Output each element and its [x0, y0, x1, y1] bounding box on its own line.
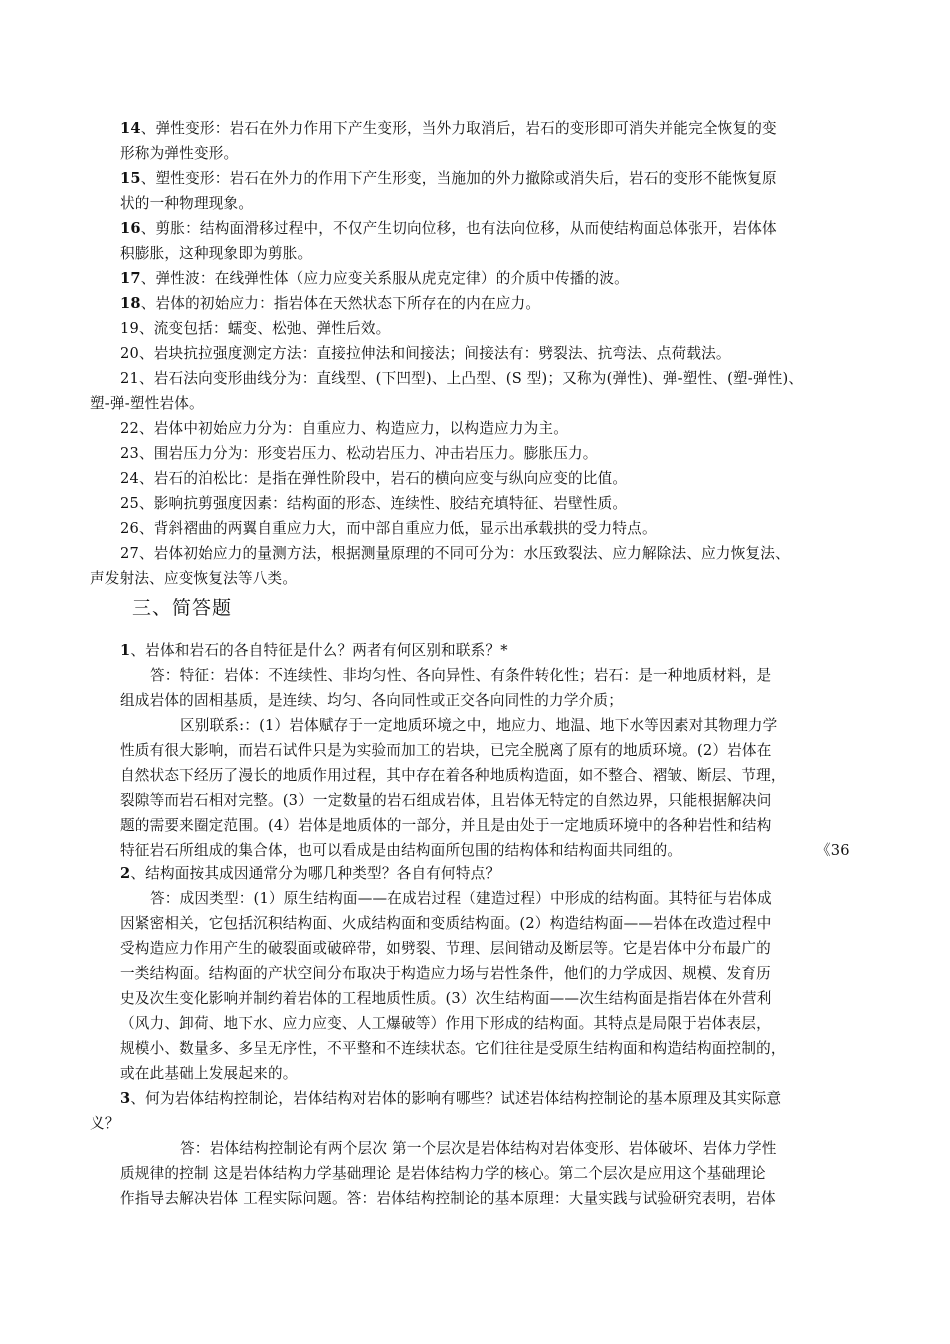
q2-answer-line: 答：成因类型：(1）原生结构面——在成岩过程（建造过程）中形成的结构面。其特征与岩体成 [150, 890, 772, 907]
q1-answer-line: 答：特征：岩体：不连续性、非均匀性、各向异性、有条件转化性；岩石：是一种地质材料，是 [150, 667, 772, 684]
definition-number: 15 [120, 170, 141, 187]
q2-answer-line: 一类结构面。结构面的产状空间分布取决于构造应力场与岩性条件，他们的力学成因、规模、发育历 [120, 965, 771, 982]
item-25: 25、影响抗剪强度因素：结构面的形态、连续性、胶结充填特征、岩壁性质。 [120, 495, 628, 512]
definition-14-cont: 形称为弹性变形。 [120, 145, 239, 162]
question-text: 、结构面按其成因通常分为哪几种类型？各自有何特点？ [130, 865, 501, 882]
q2-answer-line: 受构造应力作用产生的破裂面或破碎带，如劈裂、节理、层间错动及断层等。它是岩体中分布最广的 [120, 940, 771, 957]
definition-text: 、弹性变形：岩石在外力作用下产生变形，当外力取消后，岩石的变形即可消失并能完全恢复的变 [140, 120, 777, 137]
q1-diff-line: 自然状态下经历了漫长的地质作用过程，其中存在着各种地质构造面，如不整合、褶皱、断层、节理， [120, 767, 786, 784]
section-heading: 三、简答题 [132, 597, 233, 619]
question-3-cont: 义？ [90, 1115, 120, 1132]
definition-number: 16 [120, 220, 141, 237]
q2-answer-line: 史及次生变化影响并制约着岩体的工程地质性质。(3）次生结构面——次生结构面是指岩体在外营利 [120, 990, 772, 1007]
definition-16 [120, 219, 777, 239]
definition-15-cont: 状的一种物理现象。 [120, 195, 254, 212]
q1-diff-line: 裂隙等而岩石相对完整。(3）一定数量的岩石组成岩体，且岩体无特定的自然边界，只能根据解决问 [120, 792, 772, 809]
definition-text: 、塑性变形：岩石在外力的作用下产生形变，当施加的外力撤除或消失后，岩石的变形不能恢复原 [140, 170, 777, 187]
definition-text: 、弹性波：在线弹性体（应力应变关系服从虎克定律）的介质中传播的波。 [140, 270, 629, 287]
question-text: 、何为岩体结构控制论，岩体结构对岩体的影响有哪些？试述岩体结构控制论的基本原理及其实际意 [130, 1090, 782, 1107]
q3-answer-line: 质规律的控制 这是岩体结构力学基础理论 是岩体结构力学的核心。第二个层次是应用这个基础理论 [120, 1165, 766, 1182]
question-1 [120, 641, 508, 661]
definition-17 [120, 269, 629, 289]
question-2 [120, 864, 500, 884]
q3-answer-line: 作指导去解决岩体 工程实际问题。答：岩体结构控制论的基本原理：大量实践与试验研究表明，岩体 [120, 1190, 776, 1207]
definition-text: 、剪胀：结构面滑移过程中，不仅产生切向位移，也有法向位移，从而使结构面总体张开，岩体体 [140, 220, 777, 237]
q2-answer-line: 因紧密相关，它包括沉积结构面、火成结构面和变质结构面。(2）构造结构面——岩体在改造过程中 [120, 915, 772, 932]
definition-16-cont: 积膨胀，这种现象即为剪胀。 [120, 245, 313, 262]
item-27: 27、岩体初始应力的量测方法，根据测量原理的不同可分为：水压致裂法、应力解除法、应力恢复法、 [120, 545, 790, 562]
definition-number: 14 [120, 120, 141, 137]
q1-diff-line: 特征岩石所组成的集合体，也可以看成是由结构面所包围的结构体和结构面共同组的。 [120, 842, 683, 859]
page-reference: 《36 [816, 842, 850, 859]
item-27-cont: 声发射法、应变恢复法等八类。 [90, 570, 298, 587]
question-text: 、岩体和岩石的各自特征是什么？两者有何区别和联系？* [130, 642, 508, 659]
q2-answer-line: （风力、卸荷、地下水、应力应变、人工爆破等）作用下形成的结构面。其特点是局限于岩体表层， [120, 1015, 771, 1032]
question-number: 3 [120, 1090, 131, 1107]
definition-15 [120, 169, 777, 189]
q2-answer-line: 或在此基础上发展起来的。 [120, 1065, 298, 1082]
question-number: 2 [120, 865, 131, 882]
question-number: 1 [120, 642, 131, 659]
q1-diff-line: 性质有很大影响，而岩石试件只是为实验而加工的岩块，已完全脱离了原有的地质环境。(2）岩体在 [120, 742, 772, 759]
question-3 [120, 1089, 781, 1109]
item-23: 23、围岩压力分为：形变岩压力、松动岩压力、冲击岩压力。膨胀压力。 [120, 445, 598, 462]
q1-diff-line: 区别联系:：(1）岩体赋存于一定地质环境之中，地应力、地温、地下水等因素对其物理力学 [180, 717, 778, 734]
item-21-cont: 塑-弹-塑性岩体。 [90, 395, 204, 412]
definition-text: 、岩体的初始应力：指岩体在天然状态下所存在的内在应力。 [140, 295, 541, 312]
definition-14 [120, 119, 777, 139]
q2-answer-line: 规模小、数量多、多呈无序性，不平整和不连续状态。它们往往是受原生结构面和构造结构面控制的， [120, 1040, 786, 1057]
q3-answer-line: 答：岩体结构控制论有两个层次 第一个层次是岩体结构对岩体变形、岩体破坏、岩体力学性 [180, 1140, 777, 1157]
q1-answer-line: 组成岩体的固相基质，是连续、均匀、各向同性或正交各向同性的力学介质； [120, 692, 623, 709]
item-19: 19、流变包括：蠕变、松弛、弹性后效。 [120, 320, 391, 337]
item-22: 22、岩体中初始应力分为：自重应力、构造应力，以构造应力为主。 [120, 420, 568, 437]
definition-number: 18 [120, 295, 141, 312]
item-26: 26、背斜褶曲的两翼自重应力大，而中部自重应力低，显示出承载拱的受力特点。 [120, 520, 657, 537]
item-20: 20、岩块抗拉强度测定方法：直接拉伸法和间接法；间接法有：劈裂法、抗弯法、点荷载法。 [120, 345, 731, 362]
definition-number: 17 [120, 270, 141, 287]
definition-18 [120, 294, 540, 314]
item-21: 21、岩石法向变形曲线分为：直线型、(下凹型)、上凸型、(S 型)；又称为(弹性)、弹-塑性、(塑-弹性)、 [120, 370, 804, 387]
item-24: 24、岩石的泊松比：是指在弹性阶段中，岩石的横向应变与纵向应变的比值。 [120, 470, 628, 487]
q1-diff-line: 题的需要来圈定范围。(4）岩体是地质体的一部分，并且是由处于一定地质环境中的各种岩性和结构 [120, 817, 772, 834]
